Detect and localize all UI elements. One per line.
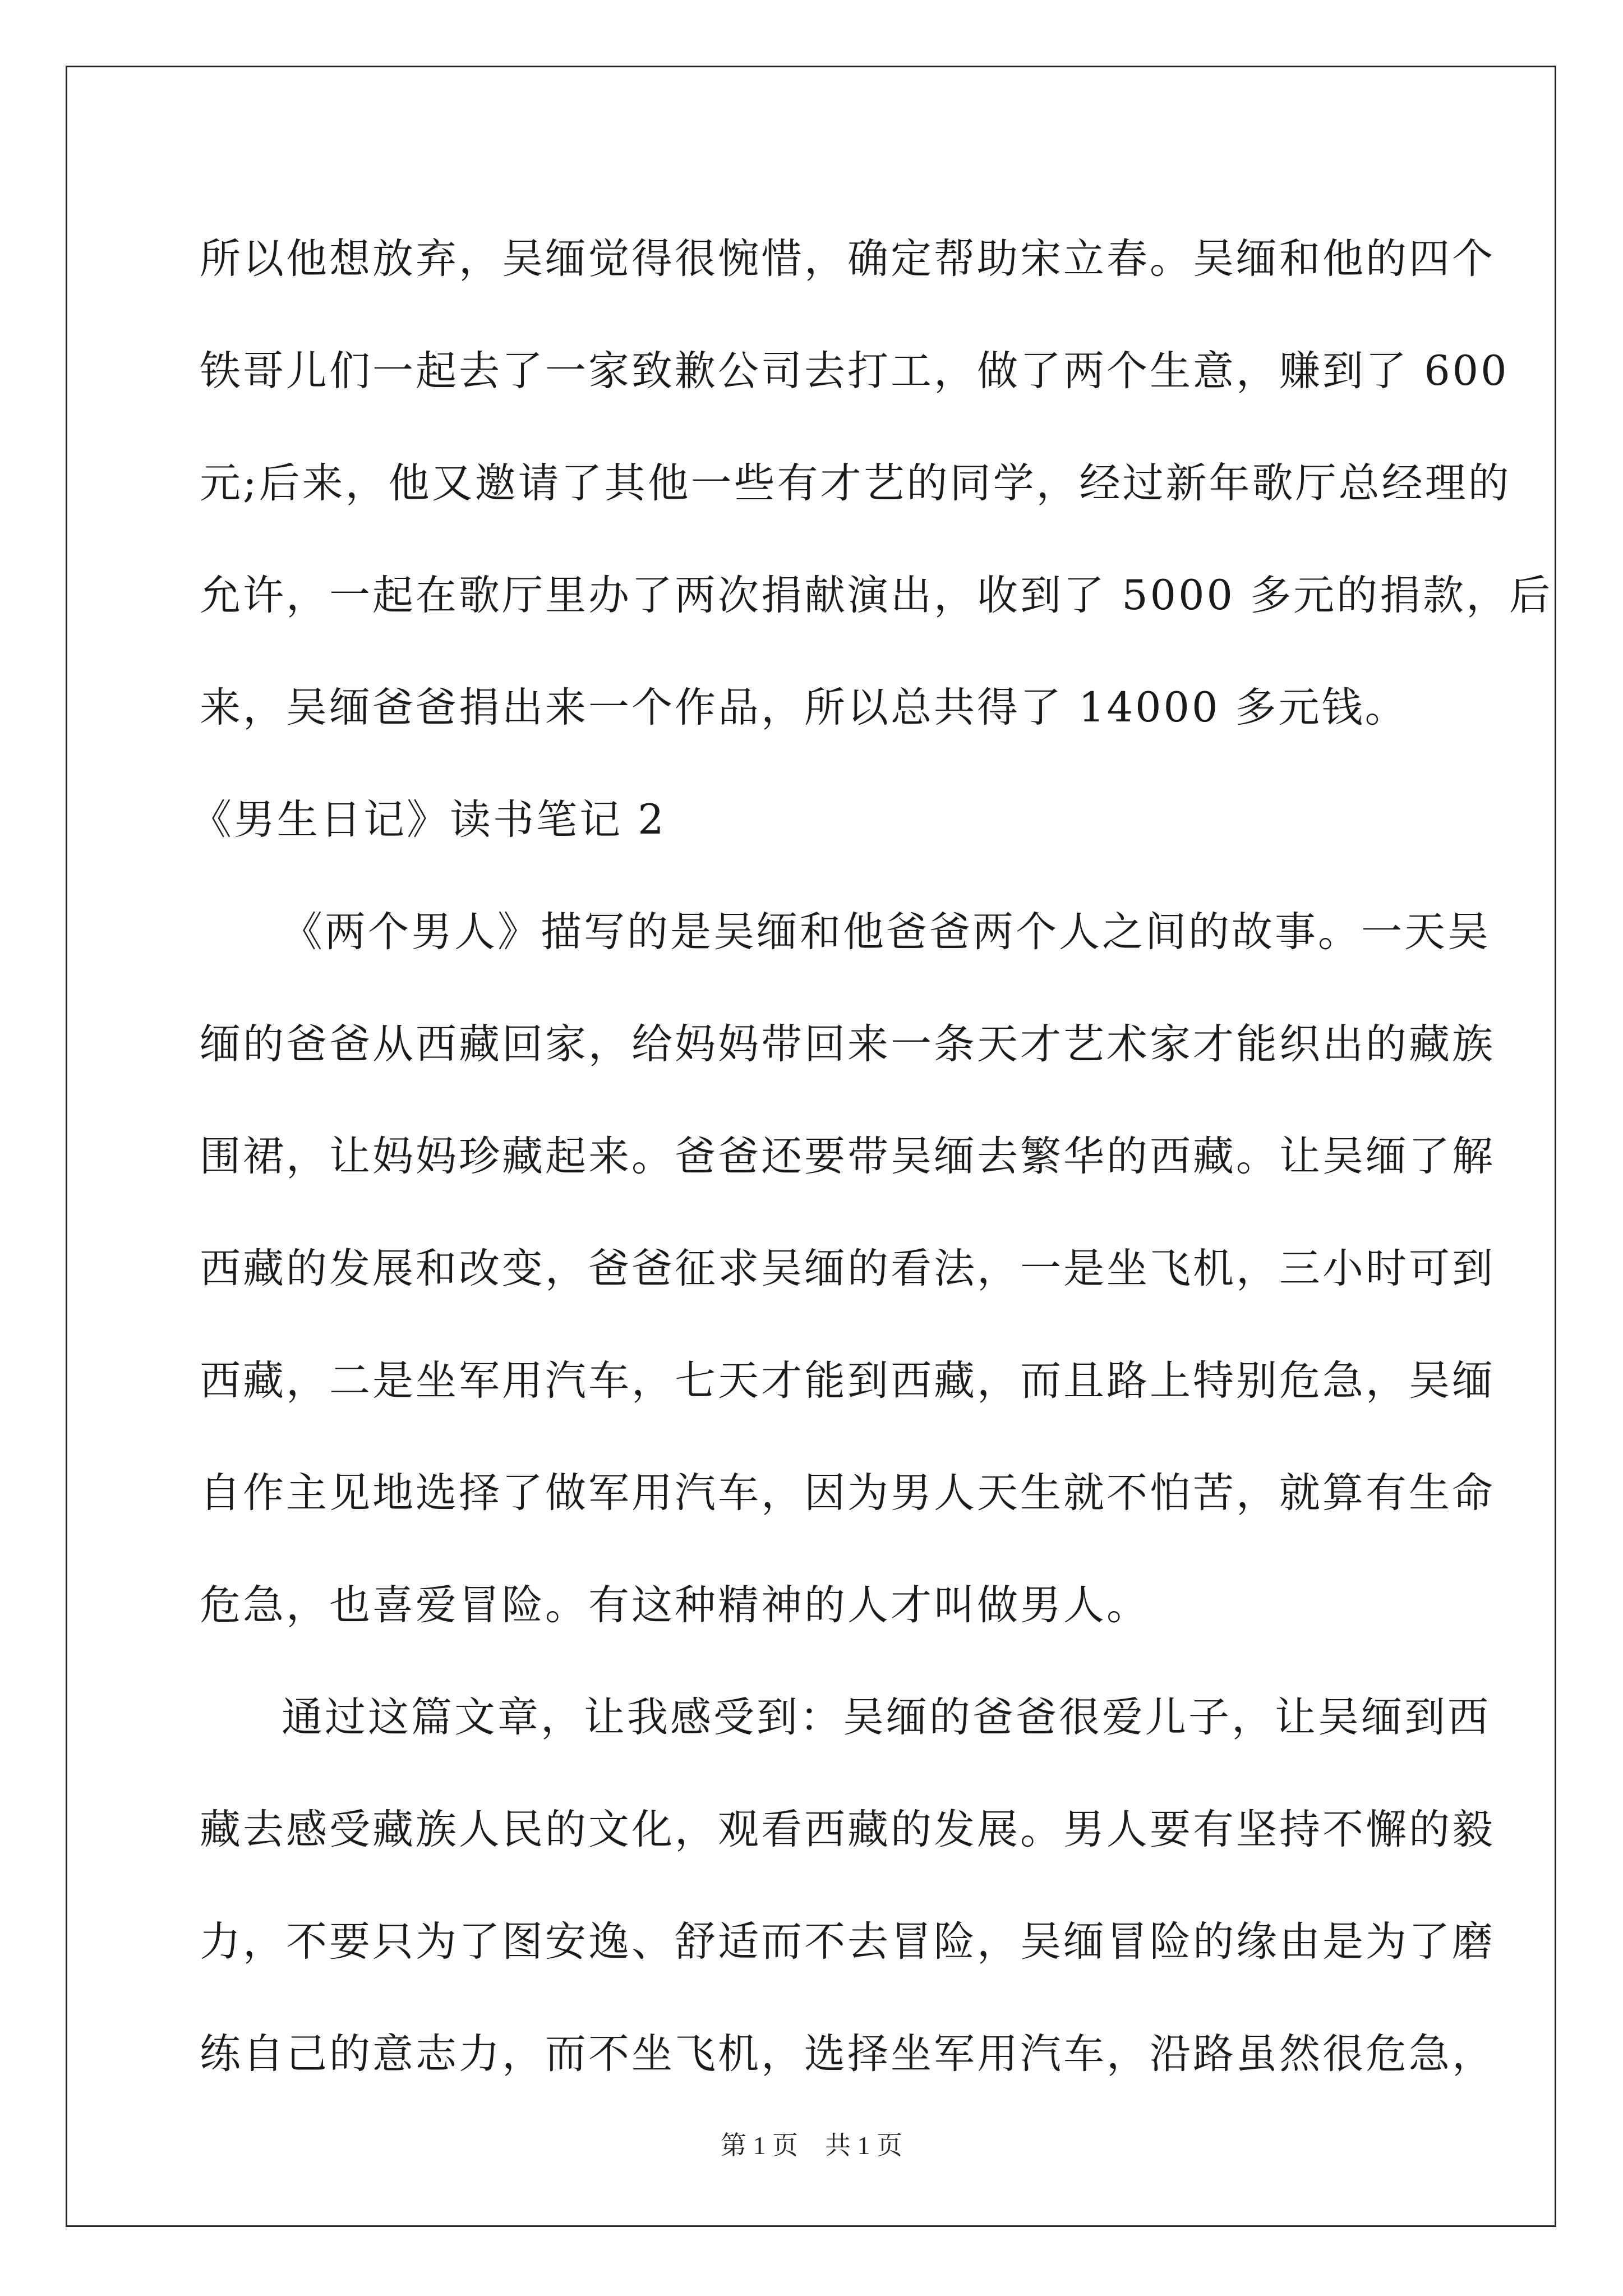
page-total: 共 1 页 [825, 2131, 902, 2160]
text-line: 藏去感受藏族人民的文化，观看西藏的发展。男人要有坚持不懈的毅 [200, 1806, 1495, 1853]
paragraph-first-line: 通过这篇文章，让我感受到：吴缅的爸爸很爱儿子，让吴缅到西 [282, 1694, 1491, 1741]
text-line: 危急，也喜爱冒险。有这种精神的人才叫做男人。 [200, 1581, 1150, 1629]
text-line: 缅的爸爸从西藏回家，给妈妈带回来一条天才艺术家才能织出的藏族 [200, 1020, 1495, 1068]
text-line: 围裙，让妈妈珍藏起来。爸爸还要带吴缅去繁华的西藏。让吴缅了解 [200, 1133, 1495, 1180]
paragraph-first-line: 《两个男人》描写的是吴缅和他爸爸两个人之间的故事。一天吴 [282, 908, 1491, 956]
text-line: 铁哥儿们一起去了一家致歉公司去打工，做了两个生意，赚到了 600 [200, 347, 1509, 395]
text-line: 练自己的意志力，而不坐飞机，选择坐军用汽车，沿路虽然很危急， [200, 2030, 1495, 2078]
text-line: 元;后来，他又邀请了其他一些有才艺的同学，经过新年歌厅总经理的 [200, 459, 1511, 507]
text-line: 允许，一起在歌厅里办了两次捐献演出，收到了 5000 多元的捐款，后 [200, 572, 1553, 619]
text-line: 西藏，二是坐军用汽车，七天才能到西藏，而且路上特别危急，吴缅 [200, 1357, 1495, 1405]
text-line: 西藏的发展和改变，爸爸征求吴缅的看法，一是坐飞机，三小时可到 [200, 1245, 1495, 1292]
document-body [191, 203, 1553, 2110]
text-line: 来，吴缅爸爸捐出来一个作品，所以总共得了 14000 多元钱。 [200, 684, 1408, 731]
page-number: 第 1 页 [721, 2131, 798, 2160]
text-line: 所以他想放弃，吴缅觉得很惋惜，确定帮助宋立春。吴缅和他的四个 [200, 235, 1495, 283]
section-heading: 《男生日记》读书笔记 2 [191, 796, 666, 844]
text-line: 力，不要只为了图安逸、舒适而不去冒险，吴缅冒险的缘由是为了磨 [200, 1918, 1495, 1966]
text-line: 自作主见地选择了做军用汽车，因为男人天生就不怕苦，就算有生命 [200, 1469, 1495, 1517]
page-footer [0, 2125, 1623, 2162]
